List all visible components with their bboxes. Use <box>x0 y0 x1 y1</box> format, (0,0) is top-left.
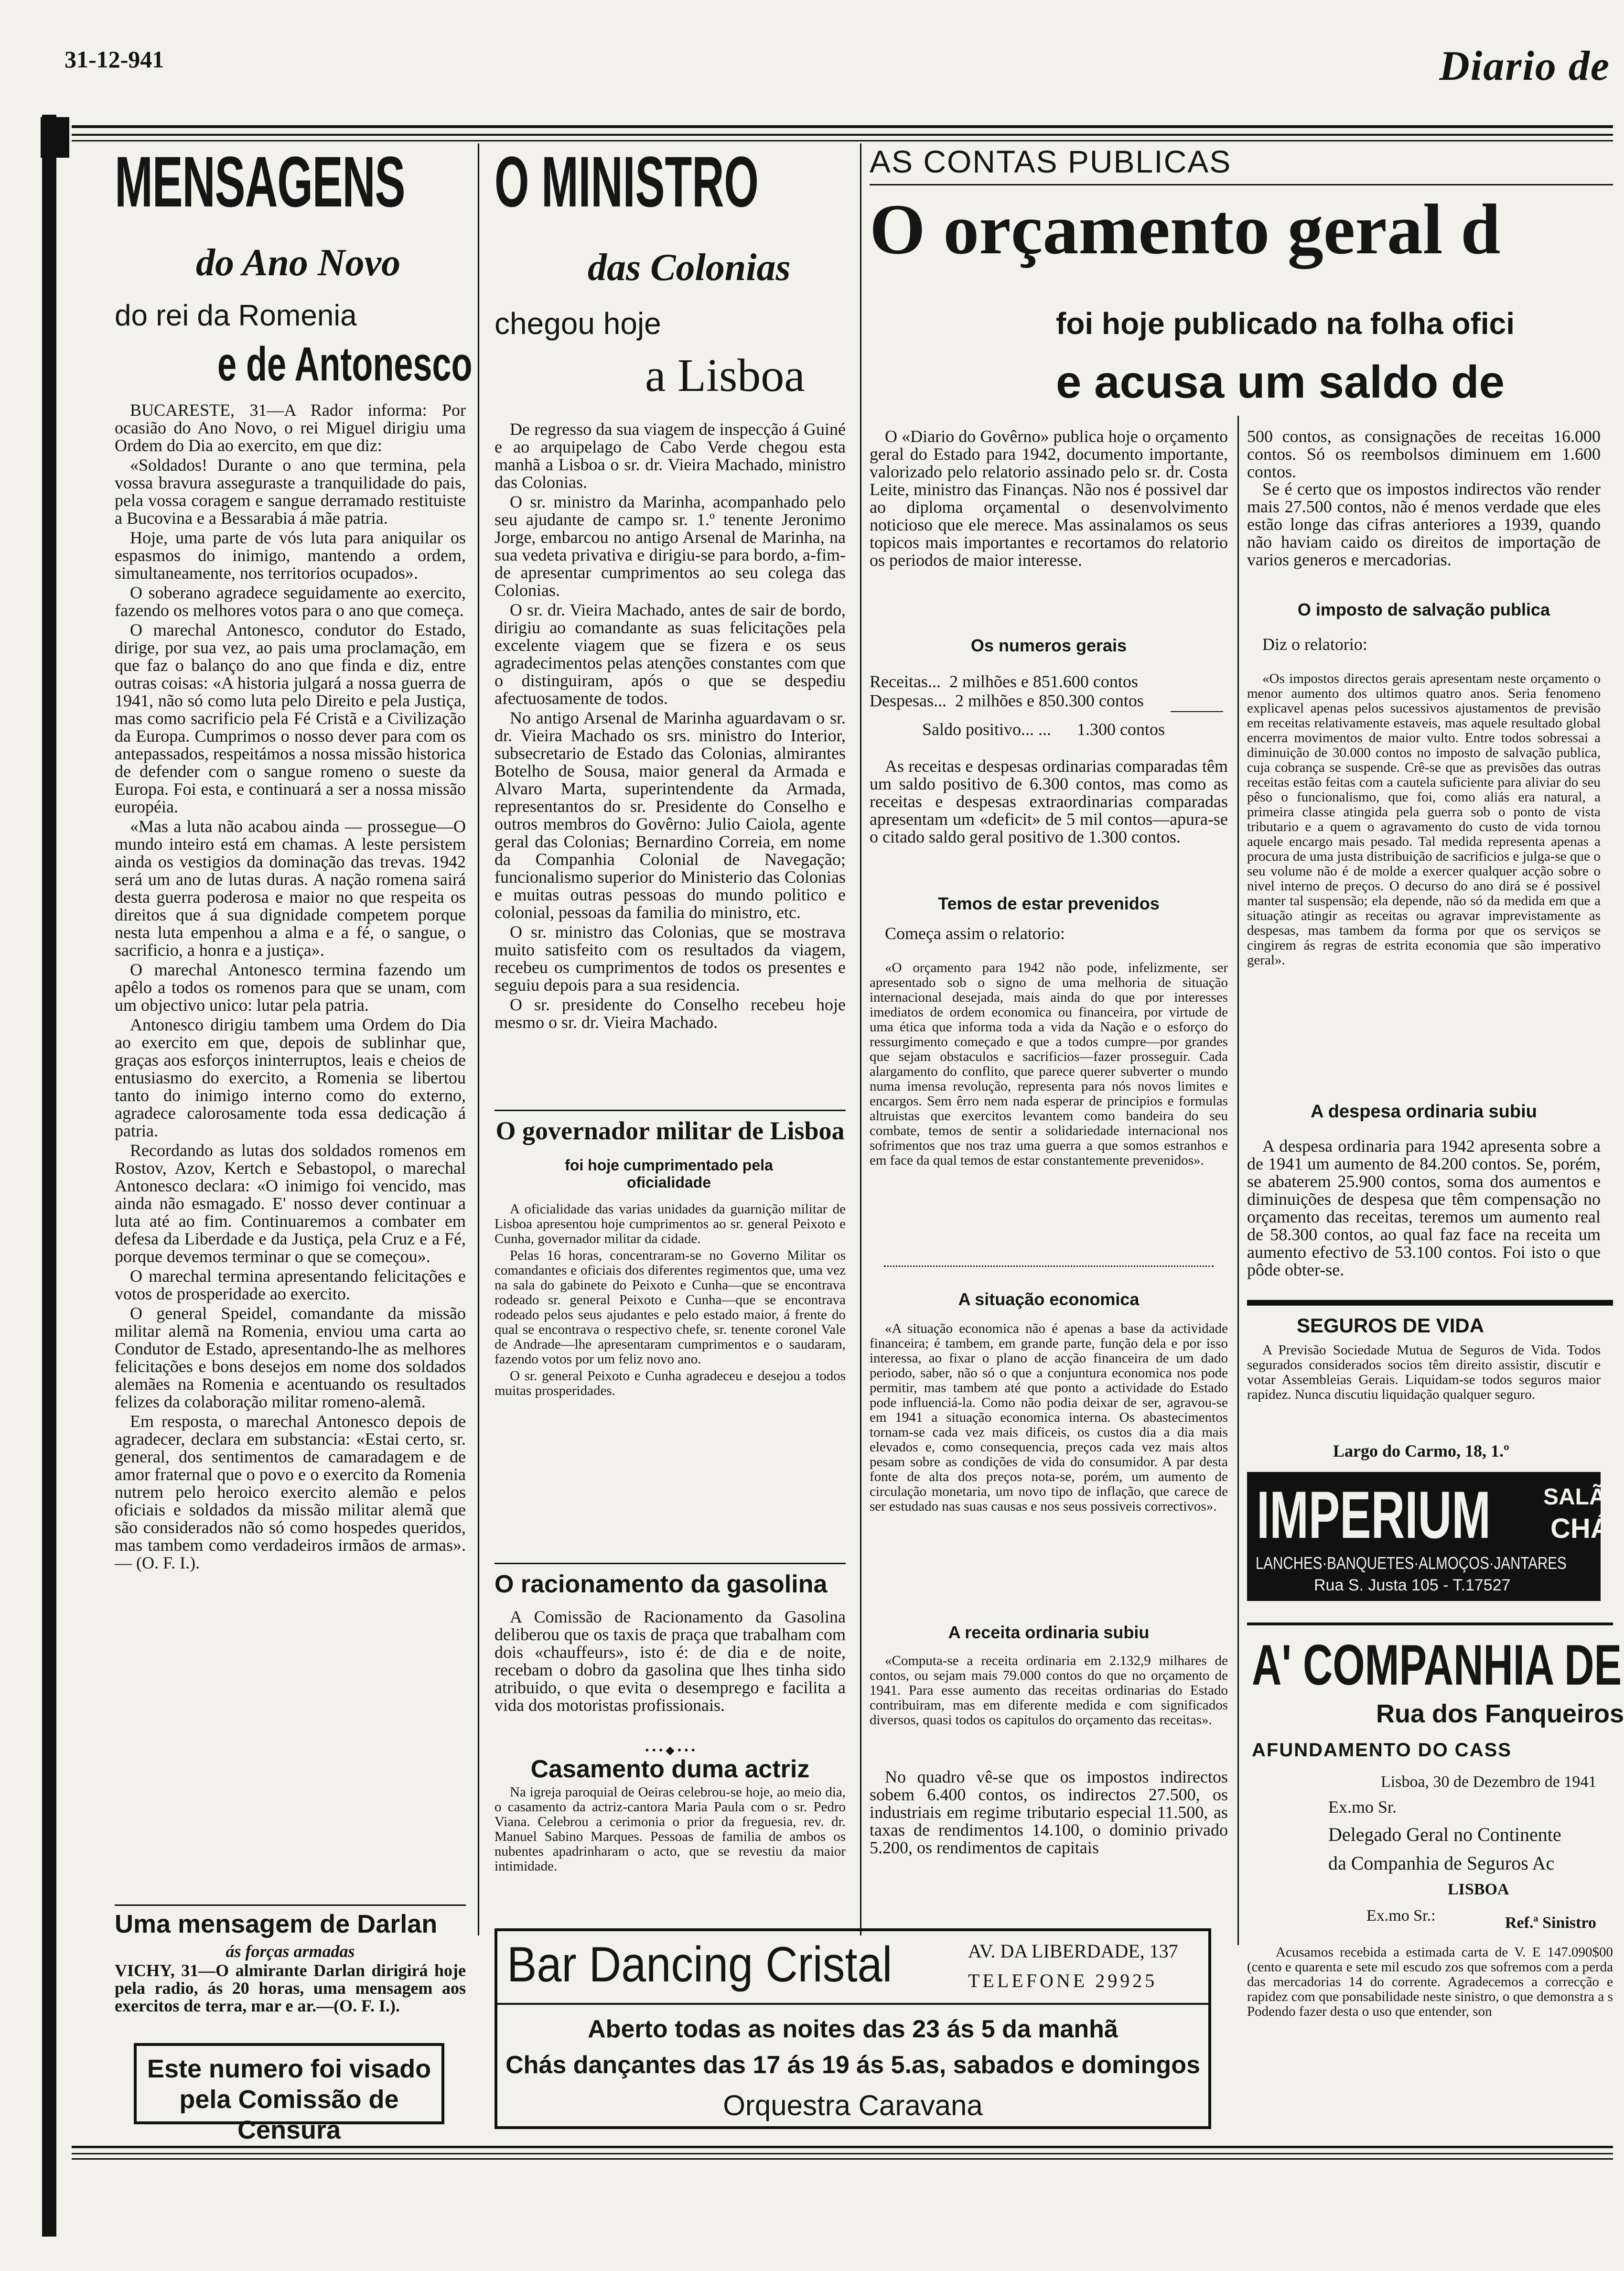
col2-paragraph: O sr. ministro da Marinha, acompanhado pelo seu ajudante de campo sr. 1.º tenente Jeronimo Jorge, embarcou no antigo Arsenal de Marinha, na sua vedeta privativa e dirigiu-se para bordo, a-fim-de apresentar cumprimentos ao seu colega das Colonias. <box>495 492 846 600</box>
top-rule-1 <box>72 125 1613 128</box>
col2-divider-2 <box>495 1563 846 1564</box>
budget-fig-saldo: Saldo positivo... ... 1.300 contos <box>922 720 1165 739</box>
economy-title: A situação economica <box>958 1289 1140 1309</box>
col2-paragraph: O sr. presidente do Conselho recebeu hoje mesmo o sr. dr. Vieira Machado. <box>495 995 846 1032</box>
revenue-quote: «Computa-se a receita ordinaria em 2.132,9 milhares de contos, ou sejam mais 79.000 contos do que no orçamento de 1941. Para esse aumento das receitas ordinarias do Estado contribuiram, mas em diferente medida e com significados diversos, quasi todos os capitulos do orçamento das receitas». <box>870 1653 1228 1728</box>
col3-kicker-rule <box>870 184 1613 185</box>
salvation-tax-title: O imposto de salvação publica <box>1297 600 1550 619</box>
col1-subtitle2: e de Antonesco <box>217 337 473 391</box>
salvation-tax-intro: Diz o relatorio: <box>1262 635 1367 654</box>
col1-paragraph: Antonesco dirigiu tambem uma Ordem do Dia ao exercito em que, depois de sublinhar que, graças aos esforços ininterruptos, leais e cheios de entusiasmo do exercito, a Romenia se libertou tanto do inimigo interno como do externo, agradece calorosamente toda essa dedicação á patria. <box>115 1015 466 1140</box>
wedding-body: Na igreja paroquial de Oeiras celebrou-se hoje, ao meio dia, o casamento da actriz-cantora Maria Paula com o sr. Pedro Viana. Celebrou a cerimonia o prior da freguesia, rev. dr. Manuel Sabino Marques. Pessoas de familia de ambos os nubentes apadrinharam o acto, que se revestiu da maior intimidade. <box>495 1784 846 1874</box>
bar-hours: Aberto todas as noites das 23 ás 5 da manhã <box>588 2015 1118 2043</box>
top-rule-2 <box>72 134 1613 136</box>
col-sep-2 <box>860 143 861 1936</box>
seguros-title: SEGUROS DE VIDA <box>1296 1314 1484 1337</box>
col3-subhead-2: e acusa um saldo de <box>1056 357 1505 408</box>
darlan-subtitle: ás forças armadas <box>226 1942 355 1961</box>
gasoline-title: O racionamento da gasolina <box>495 1570 828 1598</box>
col2-subtitle2: a Lisboa <box>645 350 805 401</box>
col2-paragraph: No antigo Arsenal de Marinha aguardavam o sr. dr. Vieira Machado os srs. ministro do Interior, subsecretario de Estado das Colonias, almirantes Botelho de Sousa, maior general da Armada e Alvaro Marta, superintendente da Armada, representantos do sr. Presidente do Conselho e outros membros do Govêrno: Julio Caiola, agente geral das Colonias; Bernardino Correia, em nome da Companhia Colonial de Navegação; funcionalismo superior do Ministerio das Colonias e muitas outras pessoas do mundo politico e colonial, pessoas da familia do ministro, etc. <box>495 708 846 922</box>
governor-title: O governador militar de Lisboa <box>495 1116 845 1145</box>
budget-fig-despesas: Despesas... 2 milhões e 850.300 contos <box>870 691 1144 710</box>
companhia-street: Rua dos Fanqueiros <box>1376 1699 1624 1728</box>
imperium-name: IMPERIUM <box>1257 1477 1491 1552</box>
prevenidos-intro: Começa assim o relatorio: <box>885 924 1065 943</box>
col1-paragraph: O marechal termina apresentando felicitações e votos de prosperidade ao exercito. <box>115 1266 466 1303</box>
imperium-side-2: CHÁ <box>1550 1513 1611 1544</box>
bar-tea-dances: Chás dançantes das 17 ás 19 ás 5.as, sabados e domingos <box>505 2051 1200 2079</box>
seguros-address: Largo do Carmo, 18, 1.º <box>1333 1441 1509 1460</box>
col2-subtitle: das Colonias <box>588 247 791 289</box>
col2-kicker: chegou hoje <box>495 306 661 341</box>
seguros-top-rule <box>1247 1300 1613 1306</box>
seguros-body: A Previsão Sociedade Mutua de Seguros de Vida. Todos segurados considerados socios têm direito assistir, discutir e votar Assembleias Gerais. Liquidam-se todos seguros maior rapidez. Nunca discutiu liquidação qualquer seguro. <box>1247 1342 1601 1402</box>
governor-paragraph: Pelas 16 horas, concentraram-se no Governo Militar os comandantes e oficiais dos diferentes regimentos que, uma vez na sala do gabinete do Peixoto e Cunha—que se encontrava rodeado sr. general Peixoto e Cunha—que se encontrava rodeado pelos seus ajudantes e pelo estado maior, á frente do qual se encontrava o respectivo chefe, sr. tenente coronel Vale de Andrade—lhe apresentaram cumprimentos e o saudaram, fazendo votos por um feliz novo ano. <box>495 1248 846 1367</box>
col1-paragraph: O general Speidel, comandante da missão militar alemã na Romenia, enviou uma carta ao Condutor de Estado, apresentando-lhe as melhores felicitações e bons desejos em nome dos soldados alemães na Romenia e acentuando os resultados felizes da colaboração militar romeno-alemã. <box>115 1304 466 1411</box>
col1-paragraph: «Soldados! Durante o ano que termina, pela vossa bravura asseguraste a tranquilidade do pais, pela vossa coragem e sangue derramado restituiste a Bucovina e a Bessarabia á mãe patria. <box>115 455 466 528</box>
budget-intro: O «Diario do Govêrno» publica hoje o orçamento geral do Estado para 1942, documento importante, valorizado pelo relatorio assinado pelo sr. dr. Costa Leite, ministro das Finanças. Não nos é possivel dar ao diploma orçamental o desenvolvimento noticioso que ele merece. Mas assinalamos os seus topicos mais importantes e recortamos do relatorio os periodos de maior interesse. <box>870 427 1228 570</box>
col1-paragraph: Em resposta, o marechal Antonesco depois de agradecer, declara em substancia: «Estai certo, sr. general, dos sentimentos de camaradagem e de amor fraternal que o povo e o exercito da Romenia nutrem pelo heroico exercito alemão e pelos oficiais e soldados da missão militar alemã que são considerados não só como hospedes queridos, mas tambem como verdadeiros irmãos de armas». — (O. F. I.). <box>115 1412 466 1572</box>
imperium-ad <box>1247 1472 1624 1601</box>
companhia-top-rule <box>1247 1622 1613 1625</box>
col1-paragraph: Recordando as lutas dos soldados romenos em Rostov, Azov, Kertch e Sebastopol, o marechal Antonesco declara: «O inimigo foi vencido, mas ainda não esmagado. E' nosso dever continuar a luta até ao fim. Continuaremos a combater em defesa da Liberdade e da Justiça, pela Cruz e a Fé, porque devemos terminar o que se começou». <box>115 1141 466 1266</box>
expense-title: A despesa ordinaria subiu <box>1311 1102 1537 1122</box>
bar-ad-rule <box>497 2003 1208 2005</box>
bar-address: AV. DA LIBERDADE, 137 <box>968 1940 1178 1962</box>
salvation-tax-quote: «Os impostos directos gerais apresentam neste orçamento o menor aumento dos ultimos quatro anos. Seria fenomeno explicavel apenas pelos sucessivos ajustamentos de previsão em receitas relativamente estaveis, mas aquele resultado global encerra movimentos de maior vulto. Entre todos sobressai a diminuição de 30.000 contos no imposto de salvação publica, cuja cobrança se suspende. Crê-se que as previsões das outras receitas estão feitas com a cautela suficiente para aliviar do seu pêso o funcionalismo, que foi, como aliás era natural, a primeira classe atingida pela guerra sob o ponto de vista tributario e a quem o agravamento do custo de vida tornou aquele encargo mais pesado. Tal medida representa apenas a procura de uma justa distribuição de sacrificios e julga-se que o seu volume não é de molde a exercer qualquer acção sobre o nivel interno de preços. O decurso do ano dirá se é possivel manter tal suspensão; ela depende, não só da medida em que a situação atingir as receitas ou agravar imprevistamente as despesas, mas tambem da forma por que os serviços se cingirem ás regras de estrita economia que são imperativo geral». <box>1247 671 1601 968</box>
col1-paragraph: BUCARESTE, 31—A Rador informa: Por ocasião do Ano Novo, o rei Miguel dirigiu uma Ordem do Dia ao exercito, em que diz: <box>115 400 466 455</box>
bar-dancing-ad <box>495 1928 1211 2129</box>
darlan-title: Uma mensagem de Darlan <box>115 1910 438 1938</box>
imperium-address: Rua S. Justa 105 - T.17527 <box>1314 1576 1511 1594</box>
expense-body: A despesa ordinaria para 1942 apresenta sobre a de 1941 um aumento de 84.200 contos. Se, porém, se abaterem 25.900 contos, soma dos aumentos e diminuições de despesa que têm compensação no orçamento das receitas, teremos um aumento real de 58.300 contos, ao qual faz face na receita um aumento efectivo de 53.100 contos. Foi isto o que pôde obter-se. <box>1247 1136 1601 1279</box>
col1-paragraph: O marechal Antonesco termina fazendo um apêlo a todos os romenos para que se unam, com um objectivo unico: lutar pela patria. <box>115 960 466 1015</box>
censorship-box <box>134 2043 444 2144</box>
col1-paragraph: O marechal Antonesco, condutor do Estado, dirige, por sua vez, ao pais uma proclamação, em que faz o balanço do ano que finda e diz, entre outras coisas: «A historia julgará a nossa guerra de 1941, não só como luta pelo Direito e pela Justiça, mas como sacrificio pela Fé Cristã e a Civilização da Europa. Cumprimos o nosso dever para com os antepassados, respeitámos a nossa missão historica de defender com o sangue romeno o sueste da Europa. Foi esta, e continuará a ser a nossa missão européia. <box>115 620 466 816</box>
budget-after-figures: As receitas e despesas ordinarias comparadas têm um saldo positivo de 6.300 contos, mas como as receitas e despesas extraordinarias comparadas apresentam um «deficit» de 5 mil contos—apura-se o citado saldo geral positivo de 1.300 contos. <box>870 757 1228 846</box>
revenue-body: No quadro vê-se que os impostos indirectos sobem 6.400 contos, os indirectos 27.500, os industriais em regime tributario especial 11.500, as taxas de rendimentos 14.100, o dominio privado 5.200, os rendimentos de capitais <box>870 1767 1228 1857</box>
economy-quote: «A situação economica não é apenas a base da actividade financeira; é tambem, em grande parte, função dela e por isso interessa, ao fixar o plano de acção financeira de um dado periodo, saber, não só o que a conjuntura economica nos pode permitir, mas tambem até que ponto a actividade do Estado pode influenciá-la. Como não podia deixar de ser, agravou-se em 1941 a situação economica interna. Os abastecimentos tornam-se cada vez mais dificeis, os custos dia a dia mais elevados e, como consequencia, preços cada vez mais altos pesam sobre as condições de vida do consumidor. A par desta fonte de alta dos preços nota-se, porém, um aumento de circulação monetaria, um novo tipo de inflação, que carece de ser estudado nas suas causas e nos seus possiveis correctivos». <box>870 1321 1228 1514</box>
bottom-rule-3 <box>72 2158 1613 2160</box>
bottom-rule-1 <box>72 2146 1613 2148</box>
col1-paragraph: Hoje, uma parte de vós luta para aniquilar os espasmos do inimigo, mantendo a ordem, simultaneamente, nos territorios ocupados». <box>115 528 466 583</box>
budget-fig-receitas: Receitas... 2 milhões e 851.600 contos <box>870 672 1138 691</box>
col1-paragraph: O soberano agradece seguidamente ao exercito, fazendo os melhores votos para o ano que começa. <box>115 583 466 620</box>
col2-paragraph: De regresso da sua viagem de inspecção á Guiné e ao arquipelago de Cabo Verde chegou esta manhã a Lisboa o sr. dr. Vieira Machado, ministro das Colonias. <box>495 420 846 492</box>
budget-numbers-title: Os numeros gerais <box>970 636 1127 655</box>
col1-kicker: do rei da Romenia <box>115 299 357 332</box>
col3-kicker: AS CONTAS PUBLICAS <box>870 144 1232 179</box>
col3-headline: O orçamento geral d <box>870 190 1501 269</box>
col1-divider <box>115 1904 466 1906</box>
col2-divider-1 <box>495 1110 846 1111</box>
masthead: Diario de <box>1439 43 1610 89</box>
col-sep-3 <box>1237 416 1239 1945</box>
col4-body-2: Se é certo que os impostos indirectos vão render mais 27.500 contos, não é menos verdade que eles estão longe das cifras anteriores a 1939, quando não haviam caido os direitos de importação de varios generos e mercadorias. <box>1247 479 1601 569</box>
col2-article <box>495 421 846 1033</box>
companhia-seguros: da Companhia de Seguros Ac <box>1328 1852 1555 1874</box>
col2-paragraph: O sr. ministro das Colonias, que se mostrava muito satisfeito com os resultados da viagem, recebeu os cumprimentos de todos os presentes e seguiu depois para a sua residencia. <box>495 922 846 995</box>
governor-article <box>495 1202 846 1400</box>
col2-paragraph: O sr. dr. Vieira Machado, antes de sair de bordo, dirigiu ao comandante as suas felicitações pela excelente viagem que se fizera e os seus agradecimentos pelas atenções constantes com que o distinguiram, após o que se despediu afectuosamente de todos. <box>495 600 846 708</box>
companhia-salutation-2: Ex.mo Sr.: <box>1366 1907 1436 1925</box>
imperium-services: LANCHES·BANQUETES·ALMOÇOS·JANTARES <box>1256 1553 1567 1573</box>
companhia-body: Acusamos recebida a estimada carta de V. E 147.090$00 (cento e quarenta e sete mil escudo zos que sofremos com a perda das mercadorias 14 do corrente. Agradecemos a correcção e rapidez com que ponsabilidade neste sinistro, o que demonstra a s Podendo fazer desta o uso que entender, son <box>1247 1945 1613 2019</box>
companhia-salutation-1: Ex.mo Sr. <box>1328 1797 1397 1817</box>
wedding-title: Casamento duma actriz <box>530 1755 810 1783</box>
bottom-rule-2 <box>72 2153 1613 2154</box>
companhia-delegado: Delegado Geral no Continente <box>1328 1824 1561 1845</box>
bar-phone: TELEFONE 29925 <box>968 1970 1158 1991</box>
companhia-title: A' COMPANHIA DE <box>1252 1633 1622 1697</box>
companhia-lisboa: LISBOA <box>1448 1881 1509 1898</box>
governor-paragraph: O sr. general Peixoto e Cunha agradeceu e desejou a todos muitas prosperidades. <box>495 1368 846 1398</box>
censorship-line1: Este numero foi visado <box>147 2055 431 2083</box>
col-sep-1 <box>478 143 479 1936</box>
bar-name: Bar Dancing Cristal <box>507 1937 893 1992</box>
left-margin-block <box>41 117 69 158</box>
governor-subtitle: foi hoje cumprimentado pela oficialidade <box>565 1157 773 1191</box>
imperium-side-1: SALÃO <box>1543 1484 1624 1510</box>
budget-fig-rule <box>1171 711 1223 712</box>
col1-subtitle: do Ano Novo <box>196 242 401 284</box>
darlan-body: VICHY, 31—O almirante Darlan dirigirá hoje pela radio, ás 20 horas, uma mensagem aos exercitos de terra, mar e ar.—(O. F. I.). <box>115 1961 466 2015</box>
left-margin-bar <box>42 115 56 2237</box>
prevenidos-title: Temos de estar prevenidos <box>938 894 1160 913</box>
ornament-divider: • • • ◆ • • • <box>645 1744 695 1757</box>
revenue-title: A receita ordinaria subiu <box>948 1622 1150 1642</box>
col3-dotted-rule <box>884 1265 1214 1267</box>
bar-orchestra: Orquestra Caravana <box>723 2089 983 2121</box>
gasoline-body: A Comissão de Racionamento da Gasolina deliberou que os taxis de praça que trabalham com dois «chauffeurs», isto é: de dia e de noite, recebam o dobro da gasolina que lhes tinha sido atribuido, o que evita o desemprego e facilita a vida dos motoristas profissionais. <box>495 1607 846 1715</box>
col1-paragraph: «Mas a luta não acabou ainda — prossegue—O mundo inteiro está em chamas. A leste persistem ainda os vestigios da dominação das trevas. 1942 será um ano de lutas duras. A nação romena sairá desta guerra poderosa e maior no que respeita os direitos que á sua dignidade competem porque nesta luta empenhou a alma e a fé, o sangue, o sacrificio, a honra e a justiça». <box>115 817 466 960</box>
companhia-ref: Ref.ª Sinistro <box>1505 1914 1596 1932</box>
issue-date: 31-12-941 <box>65 46 164 73</box>
censorship-line2: pela Comissão de Censura <box>179 2085 399 2144</box>
governor-paragraph: A oficialidade das varias unidades da guarnição militar de Lisboa apresentou hoje cumprimentos ao sr. general Peixoto e Cunha, governador militar da cidade. <box>495 1201 846 1246</box>
col2-headline: O MINISTRO <box>495 141 759 222</box>
col1-article <box>115 401 466 1574</box>
col4-body-1: 500 contos, as consignações de receitas 16.000 contos. Só os reembolsos diminuem em 1.600 contos. <box>1247 427 1601 481</box>
prevenidos-quote: «O orçamento para 1942 não pode, infelizmente, ser apresentado sob o signo de uma melhoria de situação internacional desejada, mais ainda do que por interesses imediatos de ordem economica ou financeira, por virtude de uma ética que informa toda a vida da Nação e o esforço do ressurgimento começado e que a todos cumpre—por grandes que sejam obstaculos e sacrificios—fazer prosseguir. Cada alargamento do conflito, que parece querer subverter o mundo numa imensa revolução, representa para nós novos limites e encargos. Sem êrro nem nada esperar de principios e formulas altruistas que exercitos levantem como bandeira do seu combate, temos de sentir a solidariedade internacional nos sofrimentos que nos traz uma guerra a que somos estranhos e em face da qual temos de estar constantemente prevenidos». <box>870 960 1228 1168</box>
companhia-date: Lisboa, 30 de Dezembro de 1941 <box>1381 1773 1597 1791</box>
col1-headline: MENSAGENS <box>115 141 405 222</box>
col3-subhead-1: foi hoje publicado na folha ofici <box>1056 306 1515 341</box>
companhia-caption: AFUNDAMENTO DO CASS <box>1252 1740 1512 1761</box>
